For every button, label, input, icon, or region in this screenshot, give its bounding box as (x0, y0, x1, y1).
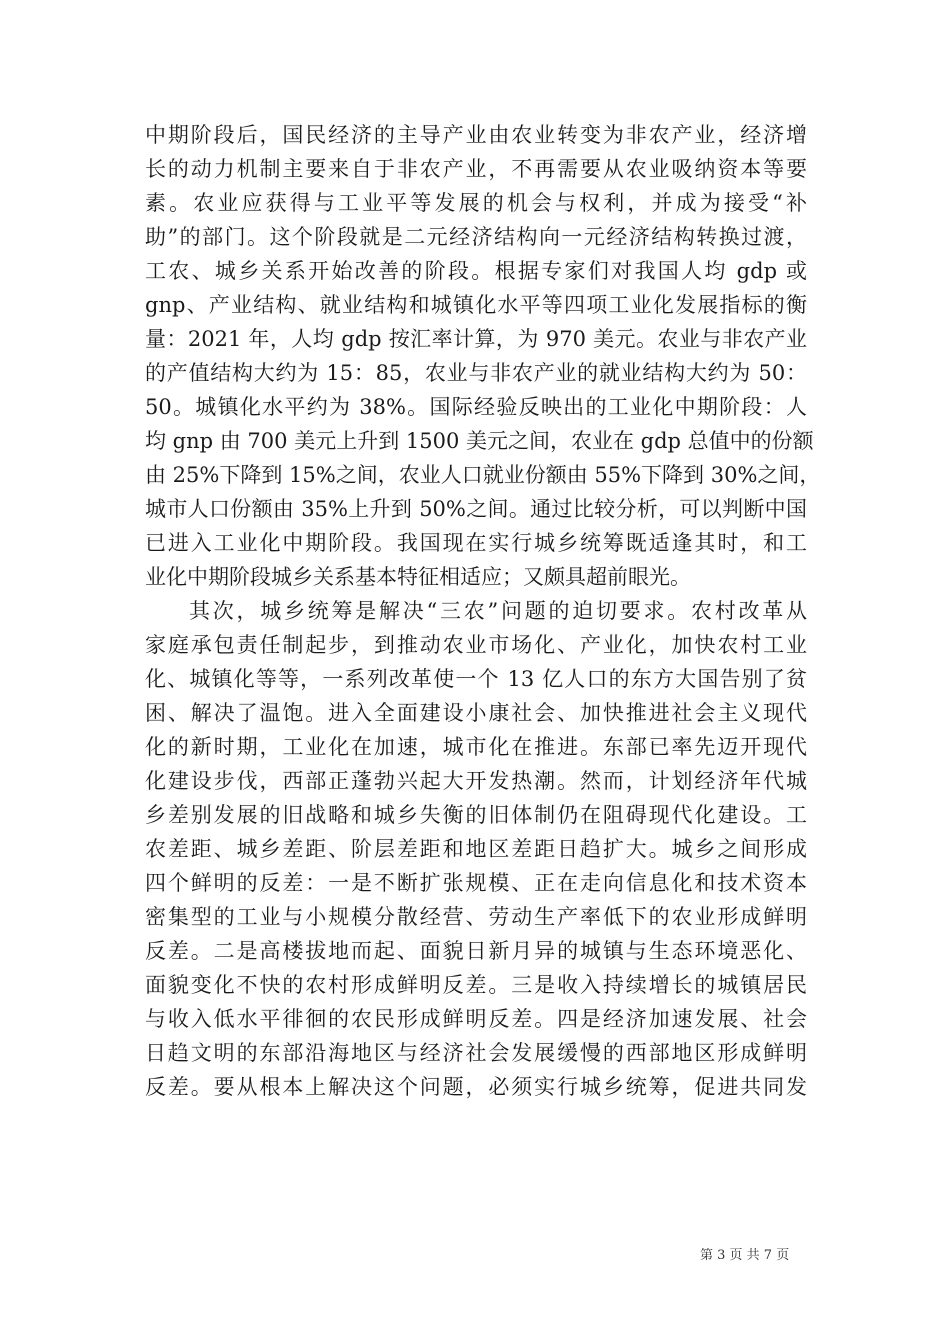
text-line: 工农、城乡关系开始改善的阶段。根据专家们对我国人均 gdp 或 (145, 259, 807, 283)
text-line: 中期阶段后，国民经济的主导产业由农业转变为非农产业，经济增 (145, 123, 807, 147)
text-line: 面貌变化不快的农村形成鲜明反差。三是收入持续增长的城镇居民 (145, 973, 807, 997)
text-line: 助”的部门。这个阶段就是二元经济结构向一元经济结构转换过渡， (145, 225, 807, 249)
text-line: 业化中期阶段城乡关系基本特征相适应；又颇具超前眼光。 (145, 565, 691, 589)
text-line: 日趋文明的东部沿海地区与经济社会发展缓慢的西部地区形成鲜明 (145, 1041, 807, 1065)
text-line: 已进入工业化中期阶段。我国现在实行城乡统筹既适逢其时，和工 (145, 531, 807, 555)
text-line: 四个鲜明的反差：一是不断扩张规模、正在走向信息化和技术资本 (145, 871, 807, 895)
text-line: 长的动力机制主要来自于非农产业，不再需要从农业吸纳资本等要 (145, 157, 807, 181)
text-line: 反差。二是高楼拔地而起、面貌日新月异的城镇与生态环境恶化、 (145, 939, 807, 963)
text-line: 均 gnp 由 700 美元上升到 1500 美元之间，农业在 gdp 总值中的份额 (145, 429, 814, 453)
text-line: 化的新时期，工业化在加速，城市化在推进。东部已率先迈开现代 (145, 735, 807, 759)
body-text (145, 118, 821, 1104)
text-line: 其次，城乡统筹是解决“三农”问题的迫切要求。农村改革从 (189, 599, 807, 623)
text-line: 乡差别发展的旧战略和城乡失衡的旧体制仍在阻碍现代化建设。工 (145, 803, 807, 827)
paragraph-2 (145, 594, 807, 1104)
text-line: 密集型的工业与小规模分散经营、劳动生产率低下的农业形成鲜明 (145, 905, 807, 929)
text-line: 与收入低水平徘徊的农民形成鲜明反差。四是经济加速发展、社会 (145, 1007, 807, 1031)
text-line: 家庭承包责任制起步，到推动农业市场化、产业化，加快农村工业 (145, 633, 807, 657)
text-line: 化、城镇化等等，一系列改革使一个 13 亿人口的东方大国告别了贫 (145, 667, 807, 691)
text-line: 城市人口份额由 35%上升到 50%之间。通过比较分析，可以判断中国 (145, 497, 807, 521)
paragraph-1 (145, 118, 821, 594)
text-line: 素。农业应获得与工业平等发展的机会与权利，并成为接受“补 (145, 191, 807, 215)
text-line: 的产值结构大约为 15：85，农业与非农产业的就业结构大约为 50： (145, 361, 807, 385)
page-number: 第 3 页 共 7 页 (700, 1248, 790, 1263)
text-line: 化建设步伐，西部正蓬勃兴起大开发热潮。然而，计划经济年代城 (145, 769, 807, 793)
text-line: 由 25%下降到 15%之间，农业人口就业份额由 55%下降到 30%之间， (145, 463, 821, 487)
text-line: 量：2021 年，人均 gdp 按汇率计算，为 970 美元。农业与非农产业 (145, 327, 807, 351)
text-line: 50。城镇化水平约为 38%。国际经验反映出的工业化中期阶段：人 (145, 395, 807, 419)
text-line: 困、解决了温饱。进入全面建设小康社会、加快推进社会主义现代 (145, 701, 807, 725)
text-line: 农差距、城乡差距、阶层差距和地区差距日趋扩大。城乡之间形成 (145, 837, 807, 861)
text-line: gnp、产业结构、就业结构和城镇化水平等四项工业化发展指标的衡 (145, 293, 807, 317)
text-line: 反差。要从根本上解决这个问题，必须实行城乡统筹，促进共同发 (145, 1075, 807, 1099)
